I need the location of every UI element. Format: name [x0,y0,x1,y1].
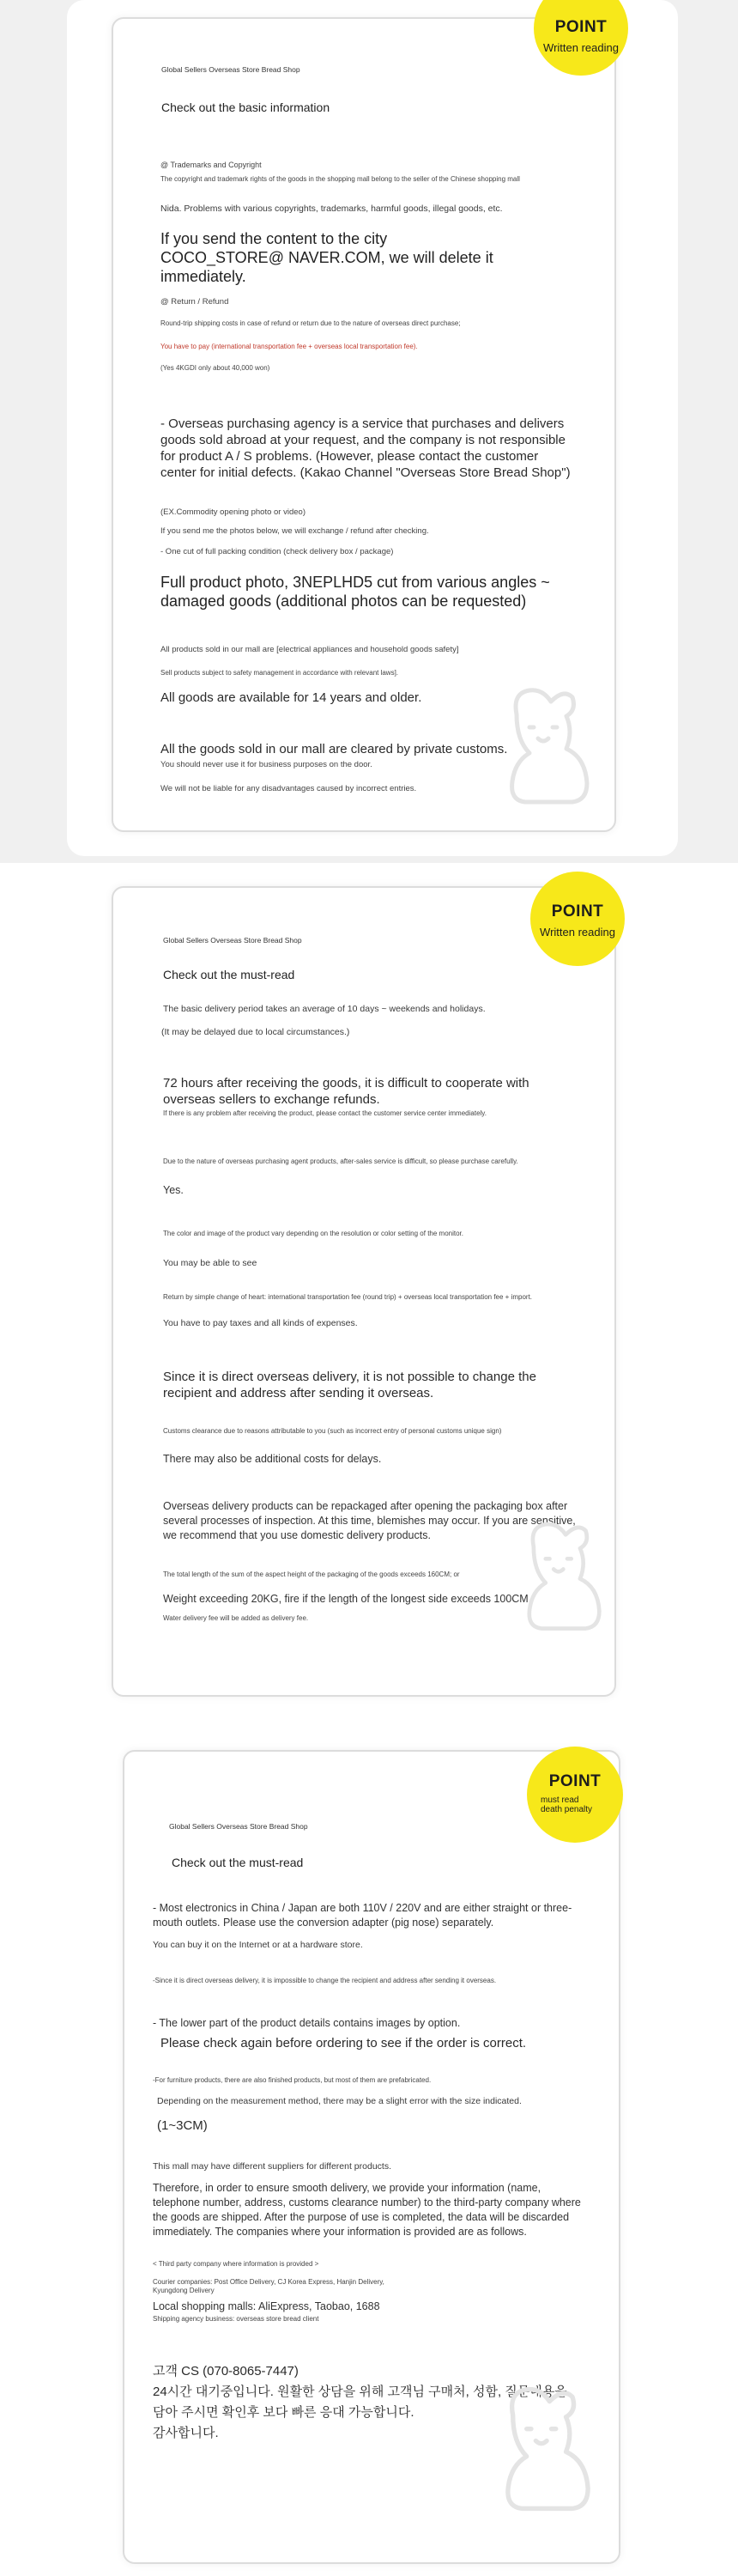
section-must-read-1 [0,863,738,1735]
return-cost-small: Return by simple change of heart: international transportation fee (round trip) + overseas local transportation fee + import. [163,1293,533,1301]
furniture-note: -For furniture products, there are also finished products, but most of them are prefabricated. [153,2076,432,2084]
buy-adapter: You can buy it on the Internet or at a hardware store. [153,1940,363,1950]
customs-line: All the goods sold in our mall are cleared by private customs. [160,742,508,756]
after-sales-note: Due to the nature of overseas purchasing agent products, after-sales service is difficult, so please purchase carefully. [163,1157,518,1165]
dog-cat-icon [508,1515,615,1635]
shop-name: Global Sellers Overseas Store Bread Shop [163,936,302,945]
delay-note: (It may be delayed due to local circumstances.) [161,1027,350,1037]
dog-cat-icon [491,680,602,809]
notice-card [112,886,616,1697]
exchange-window: 72 hours after receiving the goods, it is difficult to cooperate with overseas sellers to exchange refunds. [163,1076,529,1107]
badge-subtitle: Written reading [543,41,619,54]
measurement-note: Depending on the measurement method, there may be a slight error with the size indicated. [157,2096,522,2106]
badge-title: POINT [548,1772,602,1790]
third-party-provision: Therefore, in order to ensure smooth delivery, we provide your information (name, telephone number, address, customs clearance number) to the third-party company where the goods are shipped. After the purpose of use is completed, the data will be discarded immediately. The companies where your information is provided are as follows. [153,2182,581,2238]
water-fee: Water delivery fee will be added as delivery fee. [163,1614,309,1622]
section-must-read-2 [0,1735,738,2576]
cm-range: (1~3CM) [157,2118,208,2133]
copyright-contact: If you send the content to the city COCO_STORE@ NAVER.COM, we will delete it immediately. [160,230,493,285]
badge-subtitle: Written reading [540,926,615,939]
cs-phone: 고객 CS (070-8065-7447) [153,2364,299,2379]
yes-text: Yes. [163,1184,184,1196]
shop-name: Global Sellers Overseas Store Bread Shop [169,1822,308,1831]
dog-cat-icon [485,2379,605,2516]
section-heading: Check out the must-read [163,968,295,981]
notice-card [112,17,616,832]
section-heading: Check out the must-read [172,1856,304,1869]
return-title: @ Return / Refund [160,297,229,307]
copyright-title: @ Trademarks and Copyright [160,161,262,169]
repackage-note: Overseas delivery products can be repackaged after opening the packaging box after several processes of inspection. At this time, blemishes may occur. If you are sensitive, we recommend that you use domestic delivery products. [163,1500,576,1541]
weight-limit: Weight exceeding 20KG, fire if the length of the longest side exceeds 100CM [163,1593,529,1605]
badge-subtitle: must read death penalty [541,1795,593,1814]
safety-law-line: Sell products subject to safety management in accordance with relevant laws]. [160,669,399,677]
length-limit: The total length of the sum of the aspect height of the packaging of the goods exceeds 160CM; or [163,1571,460,1578]
agency-notice: - Overseas purchasing agency is a service that purchases and delivers goods sold abroad at your request, and the company is not responsible for product A / S problems. (However, please contact the customer center for initial defects. (Kakao Channel "Overseas Store Bread Shop") [160,416,571,480]
clearance-note: Customs clearance due to reasons attributable to you (such as incorrect entry of personal customs unique sign) [163,1427,502,1435]
badge-title: POINT [554,18,608,36]
since-direct-note: -Since it is direct overseas delivery, it is impossible to change the recipient and address after sending it overseas. [153,1977,497,1984]
age-line: All goods are available for 14 years and older. [160,690,422,705]
delay-costs: There may also be additional costs for delays. [163,1453,382,1465]
copyright-body-2: Nida. Problems with various copyrights, trademarks, harmful goods, illegal goods, etc. [160,204,503,214]
badge-title: POINT [551,902,604,920]
return-cost-note: (Yes 4KGDI only about 40,000 won) [160,364,270,372]
suppliers-note: This mall may have different suppliers for different products. [153,2161,391,2172]
taxes-line: You have to pay taxes and all kinds of expenses. [163,1318,358,1328]
example-note: (EX.Commodity opening photo or video) [160,507,305,517]
photos-instruction: If you send me the photos below, we will exchange / refund after checking. [160,526,429,536]
courier-companies: Courier companies: Post Office Delivery, CJ Korea Express, Hanjin Delivery, Kyungdong Delivery [153,2278,384,2294]
products-safety-line: All products sold in our mall are [electrical appliances and household goods safety] [160,645,459,654]
electronics-note: - Most electronics in China / Japan are both 110V / 220V and are either straight or three-mouth outlets. Please use the conversion adapter (pig nose) separately. [153,1902,572,1929]
notice-card [123,1750,620,2564]
delivery-period: The basic delivery period takes an average of 10 days ~ weekends and holidays. [163,1004,486,1014]
lower-part-note: - The lower part of the product details contains images by option. [153,2017,461,2029]
copyright-body: The copyright and trademark rights of the goods in the shopping mall belong to the seller of the Chinese shopping mall [160,175,520,183]
check-order: Please check again before ordering to see if the order is correct. [160,2036,527,2050]
direct-delivery: Since it is direct overseas delivery, it is not possible to change the recipient and address after sending it overseas. [163,1370,536,1400]
return-body: Round-trip shipping costs in case of refund or return due to the nature of overseas direct purchase; [160,319,461,327]
section-heading: Check out the basic information [161,100,330,114]
cs-thanks: 감사합니다. [153,2426,219,2440]
section-basic-info [0,0,738,863]
third-party-heading: < Third party company where information is provided > [153,2260,319,2268]
cs-leave-info: 담아 주시면 확인후 보다 빠른 응대 가능합니다. [153,2405,414,2420]
local-malls: Local shopping malls: AliExpress, Taobao, 1688 [153,2300,380,2312]
point-badge [530,872,625,966]
able-to-see: You may be able to see [163,1258,257,1268]
color-note: The color and image of the product vary depending on the resolution or color setting of the monitor. [163,1230,463,1237]
agency-business: Shipping agency business: overseas store bread client [153,2315,319,2323]
full-photo-instruction: Full product photo, 3NEPLHD5 cut from various angles ~ damaged goods (additional photos can be requested) [160,574,550,610]
cs-hours: 24시간 대기중입니다. 원활한 상담을 위해 고객님 구매처, 성함, 질문내용을 [153,2385,567,2399]
packing-instruction: - One cut of full packing condition (check delivery box / package) [160,547,394,556]
problem-contact: If there is any problem after receiving the product, please contact the customer service center immediately. [163,1109,487,1117]
liable-line: We will not be liable for any disadvantages caused by incorrect entries. [160,784,417,793]
business-line: You should never use it for business purposes on the door. [160,760,372,769]
return-red-note: You have to pay (international transportation fee + overseas local transportation fee). [160,343,418,350]
point-badge [527,1747,623,1843]
shop-name: Global Sellers Overseas Store Bread Shop [161,65,300,74]
